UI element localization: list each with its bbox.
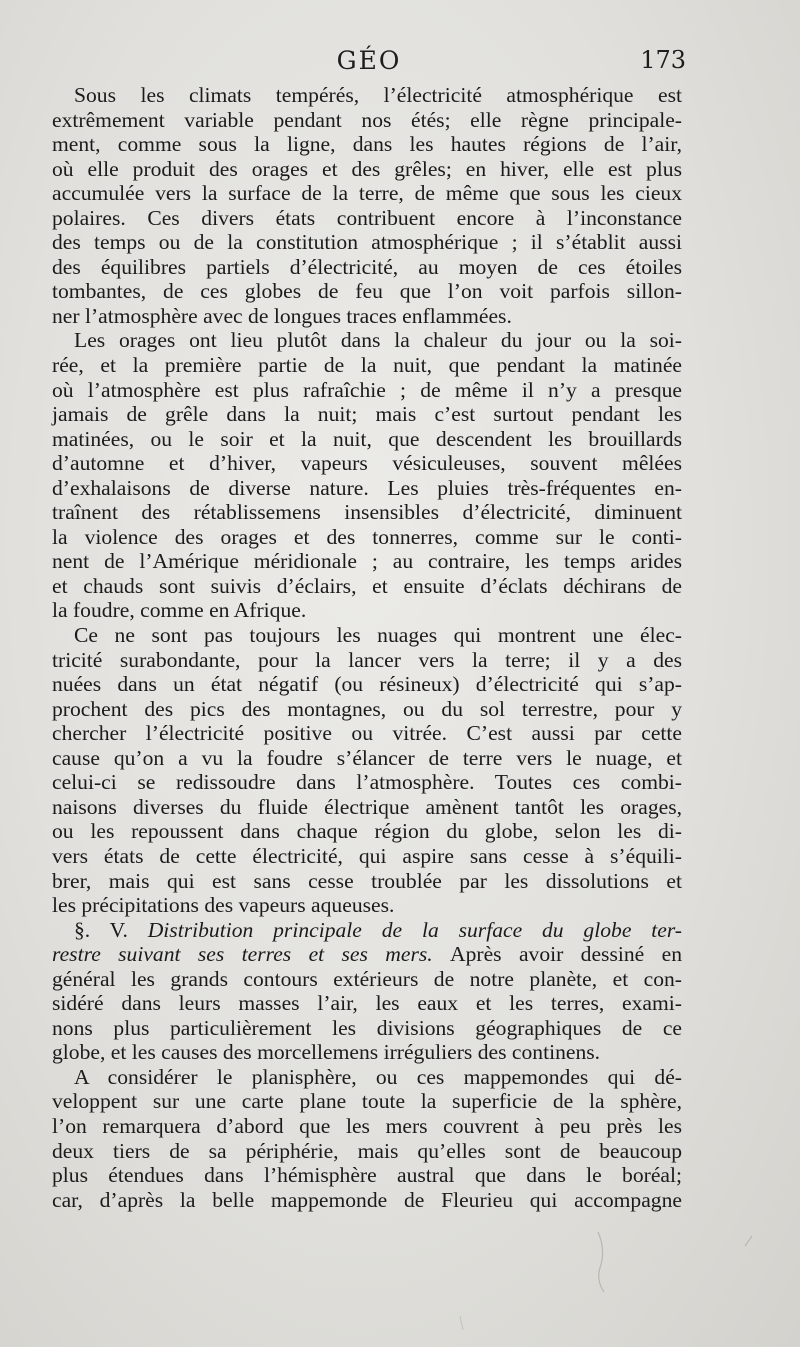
text-line: ment, comme sous la ligne, dans les hautes régions de l’air, bbox=[52, 132, 682, 157]
text-line: nuées dans un état négatif (ou résineux) d’électricité qui s’ap- bbox=[52, 672, 682, 697]
text-line: et chauds sont suivis d’éclairs, et ensuite d’éclats déchirans de bbox=[52, 573, 682, 598]
text-line: l’on remarquera d’abord que les mers couvrent à peu près les bbox=[52, 1113, 682, 1138]
text-line: accumulée vers la surface de la terre, de même que sous les cieux bbox=[52, 181, 682, 206]
text-line: des temps ou de la constitution atmosphérique ; il s’établit aussi bbox=[52, 230, 682, 255]
text-line bbox=[52, 942, 682, 967]
text-line: car, d’après la belle mappemonde de Fleurieu qui accompagne bbox=[52, 1187, 682, 1212]
text-line: nent de l’Amérique méridionale ; au contraire, les temps arides bbox=[52, 549, 682, 574]
text-line: polaires. Ces divers états contribuent encore à l’inconstance bbox=[52, 205, 682, 230]
text-line: sidéré dans leurs masses l’air, les eaux et les terres, exami- bbox=[52, 991, 682, 1016]
text-line: globe, et les causes des morcellemens irréguliers des continens. bbox=[52, 1040, 601, 1065]
section-mark: §. V. bbox=[74, 917, 148, 942]
pencil-mark bbox=[598, 1232, 604, 1292]
text-line: tricité surabondante, pour la lancer vers la terre; il y a des bbox=[52, 647, 682, 672]
text-line: rée, et la première partie de la nuit, que pendant la matinée bbox=[52, 353, 682, 378]
text-line: où elle produit des orages et des grêles; en hiver, elle est plus bbox=[52, 156, 682, 181]
text-line: plus étendues dans l’hémisphère austral que dans le boréal; bbox=[52, 1163, 682, 1188]
text-line: brer, mais qui est sans cesse troublée par les dissolutions et bbox=[52, 868, 682, 893]
pencil-mark bbox=[745, 1236, 752, 1246]
text-line: les précipitations des vapeurs aqueuses. bbox=[52, 893, 395, 918]
text-line: tombantes, de ces globes de feu que l’on voit parfois sillon- bbox=[52, 279, 682, 304]
text-line: des équilibres partiels d’électricité, au moyen de ces étoiles bbox=[52, 254, 682, 279]
section-title: Distribution principale de la surface du globe ter- bbox=[147, 917, 682, 942]
text-line: veloppent sur une carte plane toute la superficie de la sphère, bbox=[52, 1089, 682, 1114]
running-head: GÉO bbox=[336, 46, 402, 75]
text-line: la foudre, comme en Afrique. bbox=[52, 598, 307, 623]
text-line: la violence des orages et des tonnerres, comme sur le conti- bbox=[52, 524, 682, 549]
page-header bbox=[52, 46, 686, 80]
section-text: Après avoir dessiné en bbox=[450, 942, 682, 967]
text-line: matinées, ou le soir et la nuit, que descendent les brouillards bbox=[52, 426, 682, 451]
body-text bbox=[52, 83, 682, 1212]
text-line: extrêmement variable pendant nos étés; elle règne principale- bbox=[52, 107, 682, 132]
pencil-mark bbox=[460, 1316, 463, 1330]
page-number: 173 bbox=[640, 46, 686, 74]
text-line: chercher l’électricité positive ou vitrée. C’est aussi par cette bbox=[52, 721, 682, 746]
text-line: où l’atmosphère est plus rafraîchie ; de même il n’y a presque bbox=[52, 377, 682, 402]
text-line: A considérer le planisphère, ou ces mappemondes qui dé- bbox=[74, 1064, 682, 1089]
text-line bbox=[52, 918, 682, 943]
text-line: naisons diverses du fluide électrique amènent tantôt les orages, bbox=[52, 794, 682, 819]
text-line: d’automne et d’hiver, vapeurs vésiculeuses, souvent mêlées bbox=[52, 451, 682, 476]
text-line: celui-ci se redissoudre dans l’atmosphère. Toutes ces combi- bbox=[52, 770, 682, 795]
text-line: Ce ne sont pas toujours les nuages qui montrent une élec- bbox=[74, 623, 682, 648]
text-line: ner l’atmosphère avec de longues traces enflammées. bbox=[52, 303, 512, 328]
text-line: cause qu’on a vu la foudre s’élancer de terre vers le nuage, et bbox=[52, 745, 682, 770]
section-title-end: restre suivant ses terres et ses mers. bbox=[52, 942, 451, 967]
text-line: deux tiers de sa périphérie, mais qu’elles sont de beaucoup bbox=[52, 1138, 682, 1163]
text-line: d’exhalaisons de diverse nature. Les pluies très-fréquentes en- bbox=[52, 475, 682, 500]
text-line: Les orages ont lieu plutôt dans la chaleur du jour ou la soi- bbox=[74, 328, 682, 353]
text-line: Sous les climats tempérés, l’électricité atmosphérique est bbox=[74, 83, 682, 107]
text-line: traînent des rétablissemens insensibles d’électricité, diminuent bbox=[52, 500, 682, 525]
text-line: prochent des pics des montagnes, ou du sol terrestre, pour y bbox=[52, 696, 682, 721]
text-line: nons plus particulièrement les divisions géographiques de ce bbox=[52, 1015, 682, 1040]
text-line: ou les repoussent dans chaque région du globe, selon les di- bbox=[52, 819, 682, 844]
text-line: jamais de grêle dans la nuit; mais c’est surtout pendant les bbox=[52, 402, 682, 427]
text-line: général les grands contours extérieurs de notre planète, et con- bbox=[52, 966, 682, 991]
text-line: vers états de cette électricité, qui aspire sans cesse à s’équili- bbox=[52, 843, 682, 868]
